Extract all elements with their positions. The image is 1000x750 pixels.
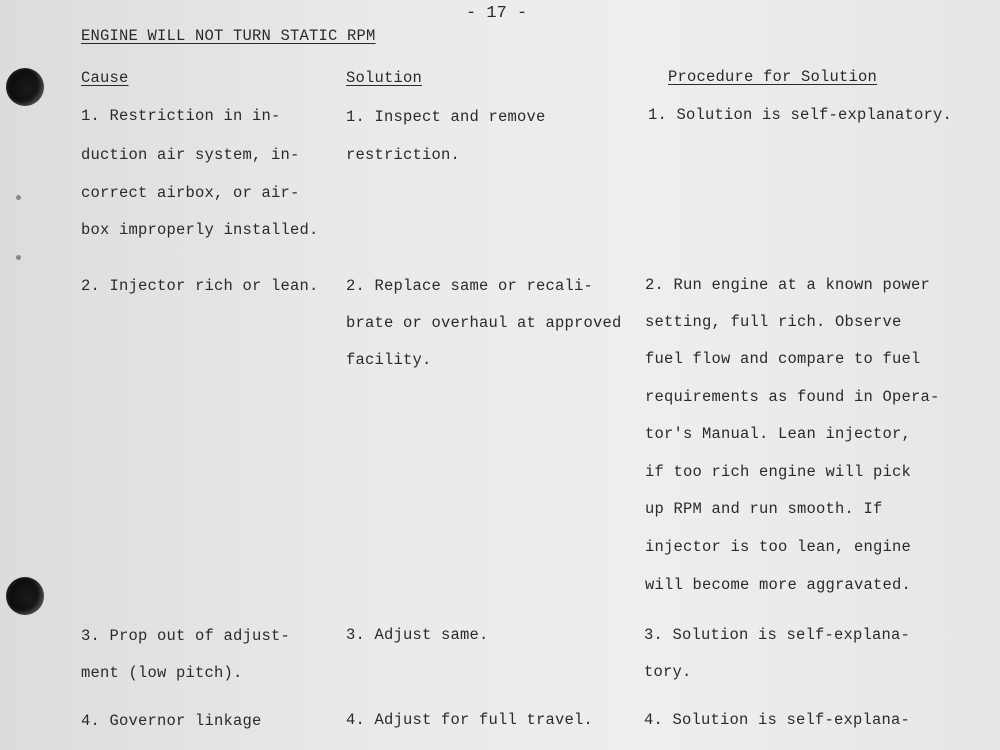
cause-line: box improperly installed. (81, 221, 319, 239)
procedure-line: fuel flow and compare to fuel (645, 350, 921, 368)
cause-line: duction air system, in- (81, 146, 300, 164)
cause-line: correct airbox, or air- (81, 184, 300, 202)
cause-line: 4. Governor linkage (81, 712, 262, 730)
procedure-line: requirements as found in Opera- (645, 388, 940, 406)
paper-speck (16, 195, 21, 200)
binder-hole-bottom (6, 577, 44, 615)
binder-hole-top (6, 68, 44, 106)
procedure-line: if too rich engine will pick (645, 463, 912, 481)
solution-line: brate or overhaul at approved (346, 314, 622, 332)
solution-line: facility. (346, 351, 432, 369)
page-number: - 17 - (466, 4, 528, 23)
procedure-line: 4. Solution is self-explana- (644, 711, 911, 729)
cause-line: 3. Prop out of adjust- (81, 627, 291, 645)
solution-line: 1. Inspect and remove (346, 108, 546, 126)
procedure-line: tor's Manual. Lean injector, (645, 425, 912, 443)
header-cause: Cause (81, 69, 129, 87)
procedure-line: up RPM and run smooth. If (645, 500, 883, 518)
procedure-line: setting, full rich. Observe (645, 313, 902, 331)
cause-line: ment (low pitch). (81, 664, 243, 682)
paper-speck (16, 255, 21, 260)
procedure-line: injector is too lean, engine (645, 538, 912, 556)
procedure-line: 1. Solution is self-explanatory. (648, 106, 953, 124)
header-procedure: Procedure for Solution (668, 68, 878, 86)
cause-line: 1. Restriction in in- (81, 107, 281, 125)
procedure-line: will become more aggravated. (645, 576, 912, 594)
procedure-line: 2. Run engine at a known power (645, 276, 931, 294)
solution-line: 2. Replace same or recali- (346, 277, 594, 295)
cause-line: 2. Injector rich or lean. (81, 277, 319, 295)
procedure-line: 3. Solution is self-explana- (644, 626, 911, 644)
header-solution: Solution (346, 69, 423, 87)
solution-line: 3. Adjust same. (346, 626, 489, 644)
procedure-line: tory. (644, 663, 692, 681)
section-title: ENGINE WILL NOT TURN STATIC RPM (81, 27, 376, 45)
solution-line: restriction. (346, 146, 461, 164)
solution-line: 4. Adjust for full travel. (346, 711, 594, 729)
